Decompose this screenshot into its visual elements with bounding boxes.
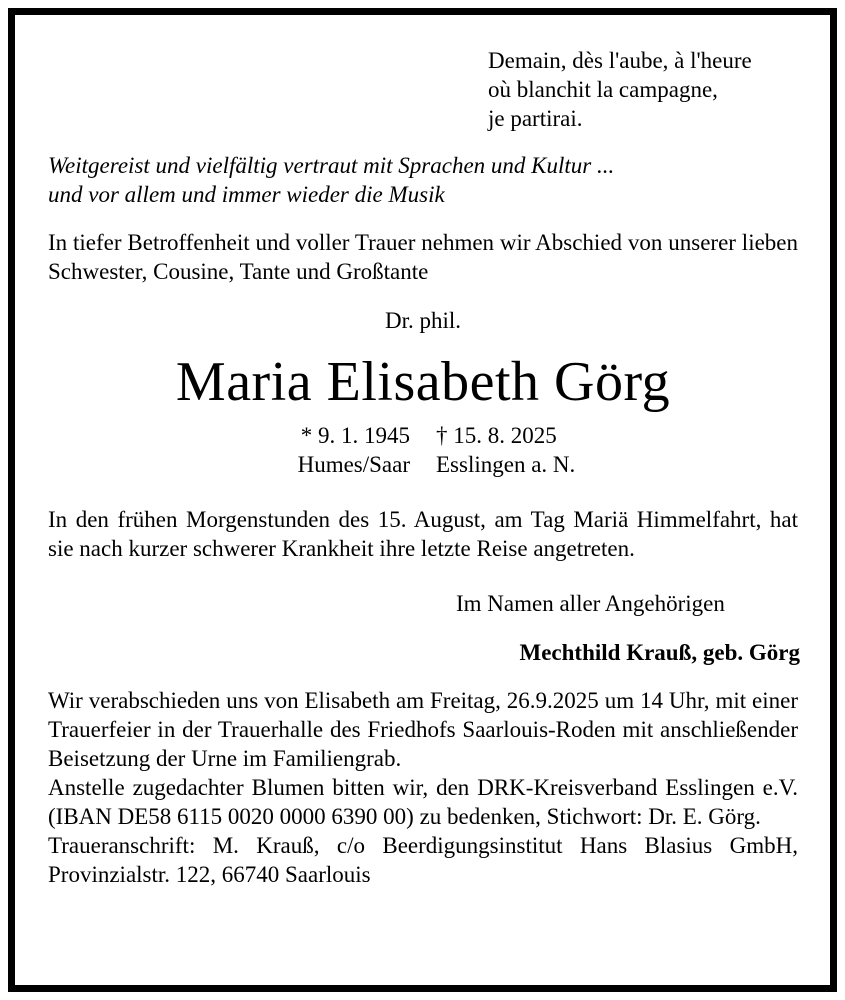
address-text: Traueranschrift: M. Krauß, c/o Beerdigungsinstitut Hans Blasius GmbH, Provinzialstr. 122, 66740 Saarlouis [48, 833, 798, 887]
life-dates [48, 421, 798, 479]
deceased-name: Maria Elisabeth Görg [175, 351, 671, 413]
motto-line: où blanchit la campagne, [488, 77, 718, 102]
signer-name: Mechthild Krauß, geb. Görg [519, 640, 800, 665]
donation-text: Anstelle zugedachter Blumen bitten wir, den DRK-Kreisverband Esslingen e.V. (IBAN DE58 6115 0020 0000 6390 00) zu bedenken, Stichwort: Dr. E. Görg. [48, 775, 798, 829]
motto-line: Demain, dès l'aube, à l'heure [488, 48, 752, 73]
epigraph-line: Weitgereist und vielfältig vertraut mit Sprachen und Kultur ... [48, 153, 615, 178]
funeral-text: Wir verabschieden uns von Elisabeth am Freitag, 26.9.2025 um 14 Uhr, mit einer Trauerfeier in der Trauerhalle des Friedhofs Saarlouis-Roden mit anschließender Beisetzung der Urne im Familiengrab. [48, 688, 798, 771]
epigraph [48, 151, 614, 209]
death-place: Esslingen a. N. [436, 452, 576, 477]
announcement-text: In den frühen Morgenstunden des 15. August, am Tag Mariä Himmelfahrt, hat sie nach kurzer schwerer Krankheit ihre letzte Reise angetreten. [48, 507, 798, 561]
motto-line: je partirai. [488, 106, 583, 131]
epigraph-line: und vor allem und immer wieder die Musik [48, 182, 445, 207]
birth-date: * 9. 1. 1945 [300, 423, 410, 448]
motto-quote [488, 46, 752, 133]
academic-title: Dr. phil. [384, 308, 462, 333]
funeral-details [48, 686, 798, 889]
on-behalf-text: Im Namen aller Angehörigen [456, 591, 725, 616]
birth-place: Humes/Saar [297, 452, 410, 477]
death-date: † 15. 8. 2025 [436, 423, 557, 448]
intro-text: In tiefer Betroffenheit und voller Trauer nehmen wir Abschied von unserer lieben Schwester, Cousine, Tante und Großtante [48, 230, 798, 284]
